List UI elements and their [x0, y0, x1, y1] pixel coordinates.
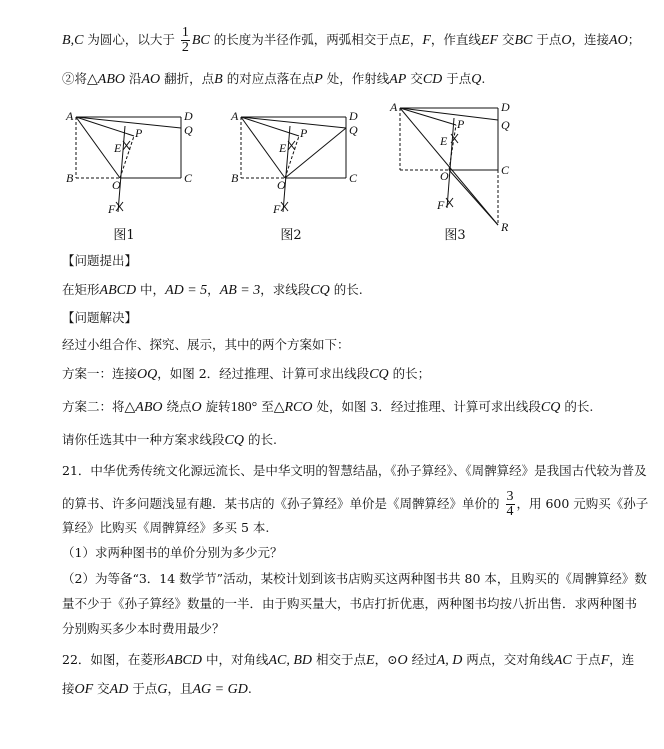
label-e: E	[114, 141, 122, 155]
label-e: E	[279, 141, 287, 155]
label-r: R	[501, 220, 509, 234]
label-q: Q	[501, 118, 510, 132]
label-q: Q	[184, 123, 193, 137]
point-b: B	[62, 33, 71, 48]
label-b: B	[66, 171, 74, 185]
label-e: E	[440, 134, 448, 148]
label-b: B	[231, 171, 239, 185]
geometry-figures	[0, 100, 664, 250]
label-f: F	[437, 198, 445, 212]
label-p: P	[300, 126, 308, 140]
label-d: D	[184, 109, 193, 123]
choose-plan: 请你任选其中一种方案求线段CQ 的长.	[62, 432, 277, 448]
label-f: F	[108, 202, 116, 216]
label-a: A	[390, 100, 398, 114]
q21-line-3: 算经》比购买《周髀算经》多买 5 本.	[62, 520, 270, 535]
q21-sub-1: （1）求两种图书的单价分别为多少元？	[62, 545, 283, 560]
figure-1	[76, 117, 181, 212]
q21-line-1: 21．中华优秀传统文化源远流长、是中华文明的智慧结晶，《孙子算经》、《周髀算经》是我国古代较为普及	[62, 463, 647, 478]
raise-header: 【问题提出】	[62, 253, 138, 268]
solve-intro: 经过小组合作、探究、展示，其中的两个方案如下：	[62, 337, 350, 352]
label-c: C	[184, 171, 193, 185]
label-p: P	[135, 126, 143, 140]
fraction-three-quarters: $\frac{3}{4}$	[506, 489, 514, 519]
q22-line-1: 22．如图，在菱形ABCD 中，对角线AC, BD 相交于点E，⊙O 经过A, D 两点，交对角线AC 于点F，连	[62, 652, 635, 668]
plan-one: 方案一：连接OQ，如图 2．经过推理、计算可求出线段CQ 的长；	[62, 366, 431, 382]
label-a: A	[231, 109, 239, 123]
q21-sub-2-line-2: 量不少于《孙子算经》数量的一半．由于购买量大，书店打折优惠，两种图书均按八折出售．求两种图书	[62, 596, 638, 611]
label-d: D	[501, 100, 510, 114]
label-d: D	[349, 109, 358, 123]
label-c: C	[349, 171, 358, 185]
caption-figure-2: 图2	[280, 228, 302, 243]
label-o: O	[277, 178, 286, 192]
intro-line-2: ②将△ABO 沿AO 翻折，点B 的对应点落在点P 处，作射线AP 交CD 于点Q.	[62, 71, 486, 87]
label-o: O	[112, 178, 121, 192]
label-f: F	[273, 202, 281, 216]
intro-line-1: B,C 为圆心，以大于 $\frac{1}{2}$ BC 的长度为半径作弧，两弧相交于点E，F，作直线EF 交BC 于点O，连接AO；	[62, 25, 641, 55]
q21-sub-2-line-3: 分别购买多少本时费用最少？	[62, 621, 225, 636]
label-a: A	[66, 109, 74, 123]
raise-text: 在矩形ABCD 中，AD = 5，AB = 3，求线段CQ 的长.	[62, 282, 363, 298]
figure-3	[400, 108, 498, 225]
q21-sub-2-line-1: （2）为等备“3．14 数学节”活动，某校计划到该书店购买这两种图书共 80 本，且购买的《周髀算经》数	[62, 571, 647, 586]
q21-line-2: 的算书、许多问题浅显有趣．某书店的《孙子算经》单价是《周髀算经》单价的 $\frac{3}{4}$ ，用 600 元购买《孙子	[62, 489, 649, 519]
label-o: O	[440, 169, 449, 183]
caption-figure-3: 图3	[444, 228, 466, 243]
label-q: Q	[349, 123, 358, 137]
fraction-half: $\frac{1}{2}$	[181, 25, 189, 55]
plan-two: 方案二：将△ABO 绕点O 旋转180° 至△RCO 处，如图 3．经过推理、计算可求出线段CQ 的长.	[62, 399, 594, 415]
q22-line-2: 接OF 交AD 于点G，且AG = GD.	[62, 681, 252, 697]
solve-header: 【问题解决】	[62, 310, 138, 325]
caption-figure-1: 图1	[113, 228, 135, 243]
figure-2	[241, 117, 346, 212]
label-c: C	[501, 163, 510, 177]
label-p: P	[457, 117, 465, 131]
